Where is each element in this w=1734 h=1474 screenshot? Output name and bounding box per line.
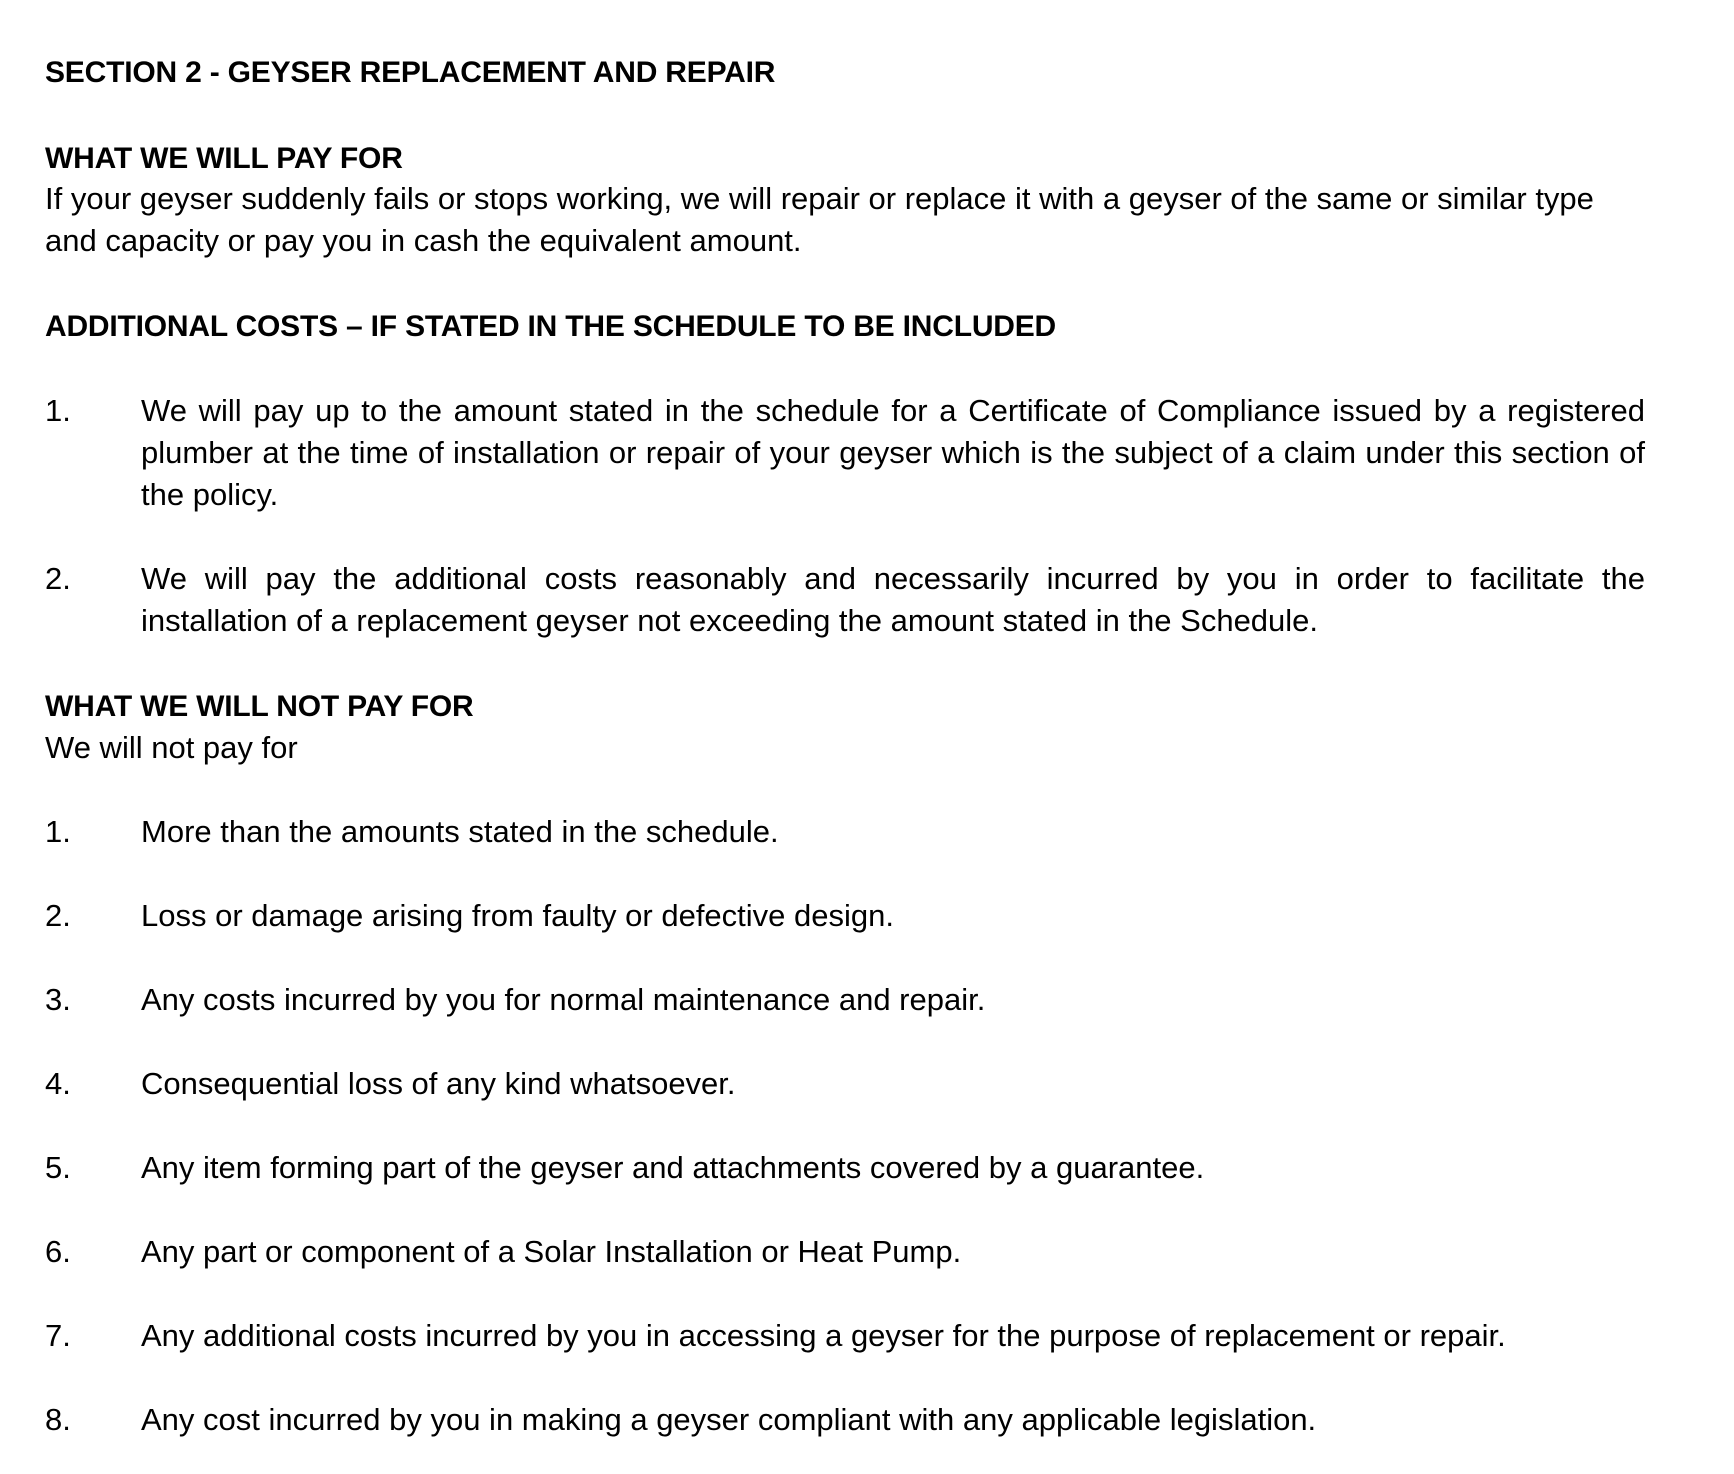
item-number: 1. — [45, 393, 71, 428]
item-text: Any part or component of a Solar Installation or Heat Pump. — [141, 1234, 962, 1269]
item-text: Any item forming part of the geyser and attachments covered by a guarantee. — [141, 1150, 1205, 1185]
item-text: We will pay the additional costs reasonably and necessarily incurred by you in order to facilitate the installation of a replacement geyser not exceeding the amount stated in the Schedule. — [141, 561, 1645, 638]
item-text: Consequential loss of any kind whatsoever. — [141, 1066, 736, 1101]
additional-costs-heading: ADDITIONAL COSTS – IF STATED IN THE SCHEDULE TO BE INCLUDED — [45, 310, 1057, 343]
item-text: Any additional costs incurred by you in accessing a geyser for the purpose of replacement or repair. — [141, 1318, 1506, 1353]
item-number: 6. — [45, 1234, 71, 1269]
item-text: Loss or damage arising from faulty or defective design. — [141, 898, 894, 933]
item-number: 5. — [45, 1150, 71, 1185]
item-text: We will pay up to the amount stated in the schedule for a Certificate of Compliance issued by a registered plumber at the time of installation or repair of your geyser which is the subject of a claim under this section of the policy. — [141, 393, 1645, 512]
section-title: SECTION 2 - GEYSER REPLACEMENT AND REPAIR — [45, 56, 776, 89]
item-number: 1. — [45, 814, 71, 849]
item-number: 2. — [45, 561, 71, 596]
item-number: 8. — [45, 1402, 71, 1437]
item-number: 3. — [45, 982, 71, 1017]
pay-for-text: If your geyser suddenly fails or stops working, we will repair or replace it with a geyser of the same or similar type and capacity or pay you in cash the equivalent amount. — [45, 181, 1594, 258]
item-number: 7. — [45, 1318, 71, 1353]
not-pay-for-heading: WHAT WE WILL NOT PAY FOR — [45, 690, 474, 723]
item-number: 4. — [45, 1066, 71, 1101]
item-text: Any cost incurred by you in making a geyser compliant with any applicable legislation. — [141, 1402, 1317, 1437]
pay-for-heading: WHAT WE WILL PAY FOR — [45, 142, 403, 175]
not-pay-for-intro: We will not pay for — [45, 730, 298, 765]
item-text: More than the amounts stated in the schedule. — [141, 814, 779, 849]
item-number: 2. — [45, 898, 71, 933]
item-text: Any costs incurred by you for normal maintenance and repair. — [141, 982, 986, 1017]
